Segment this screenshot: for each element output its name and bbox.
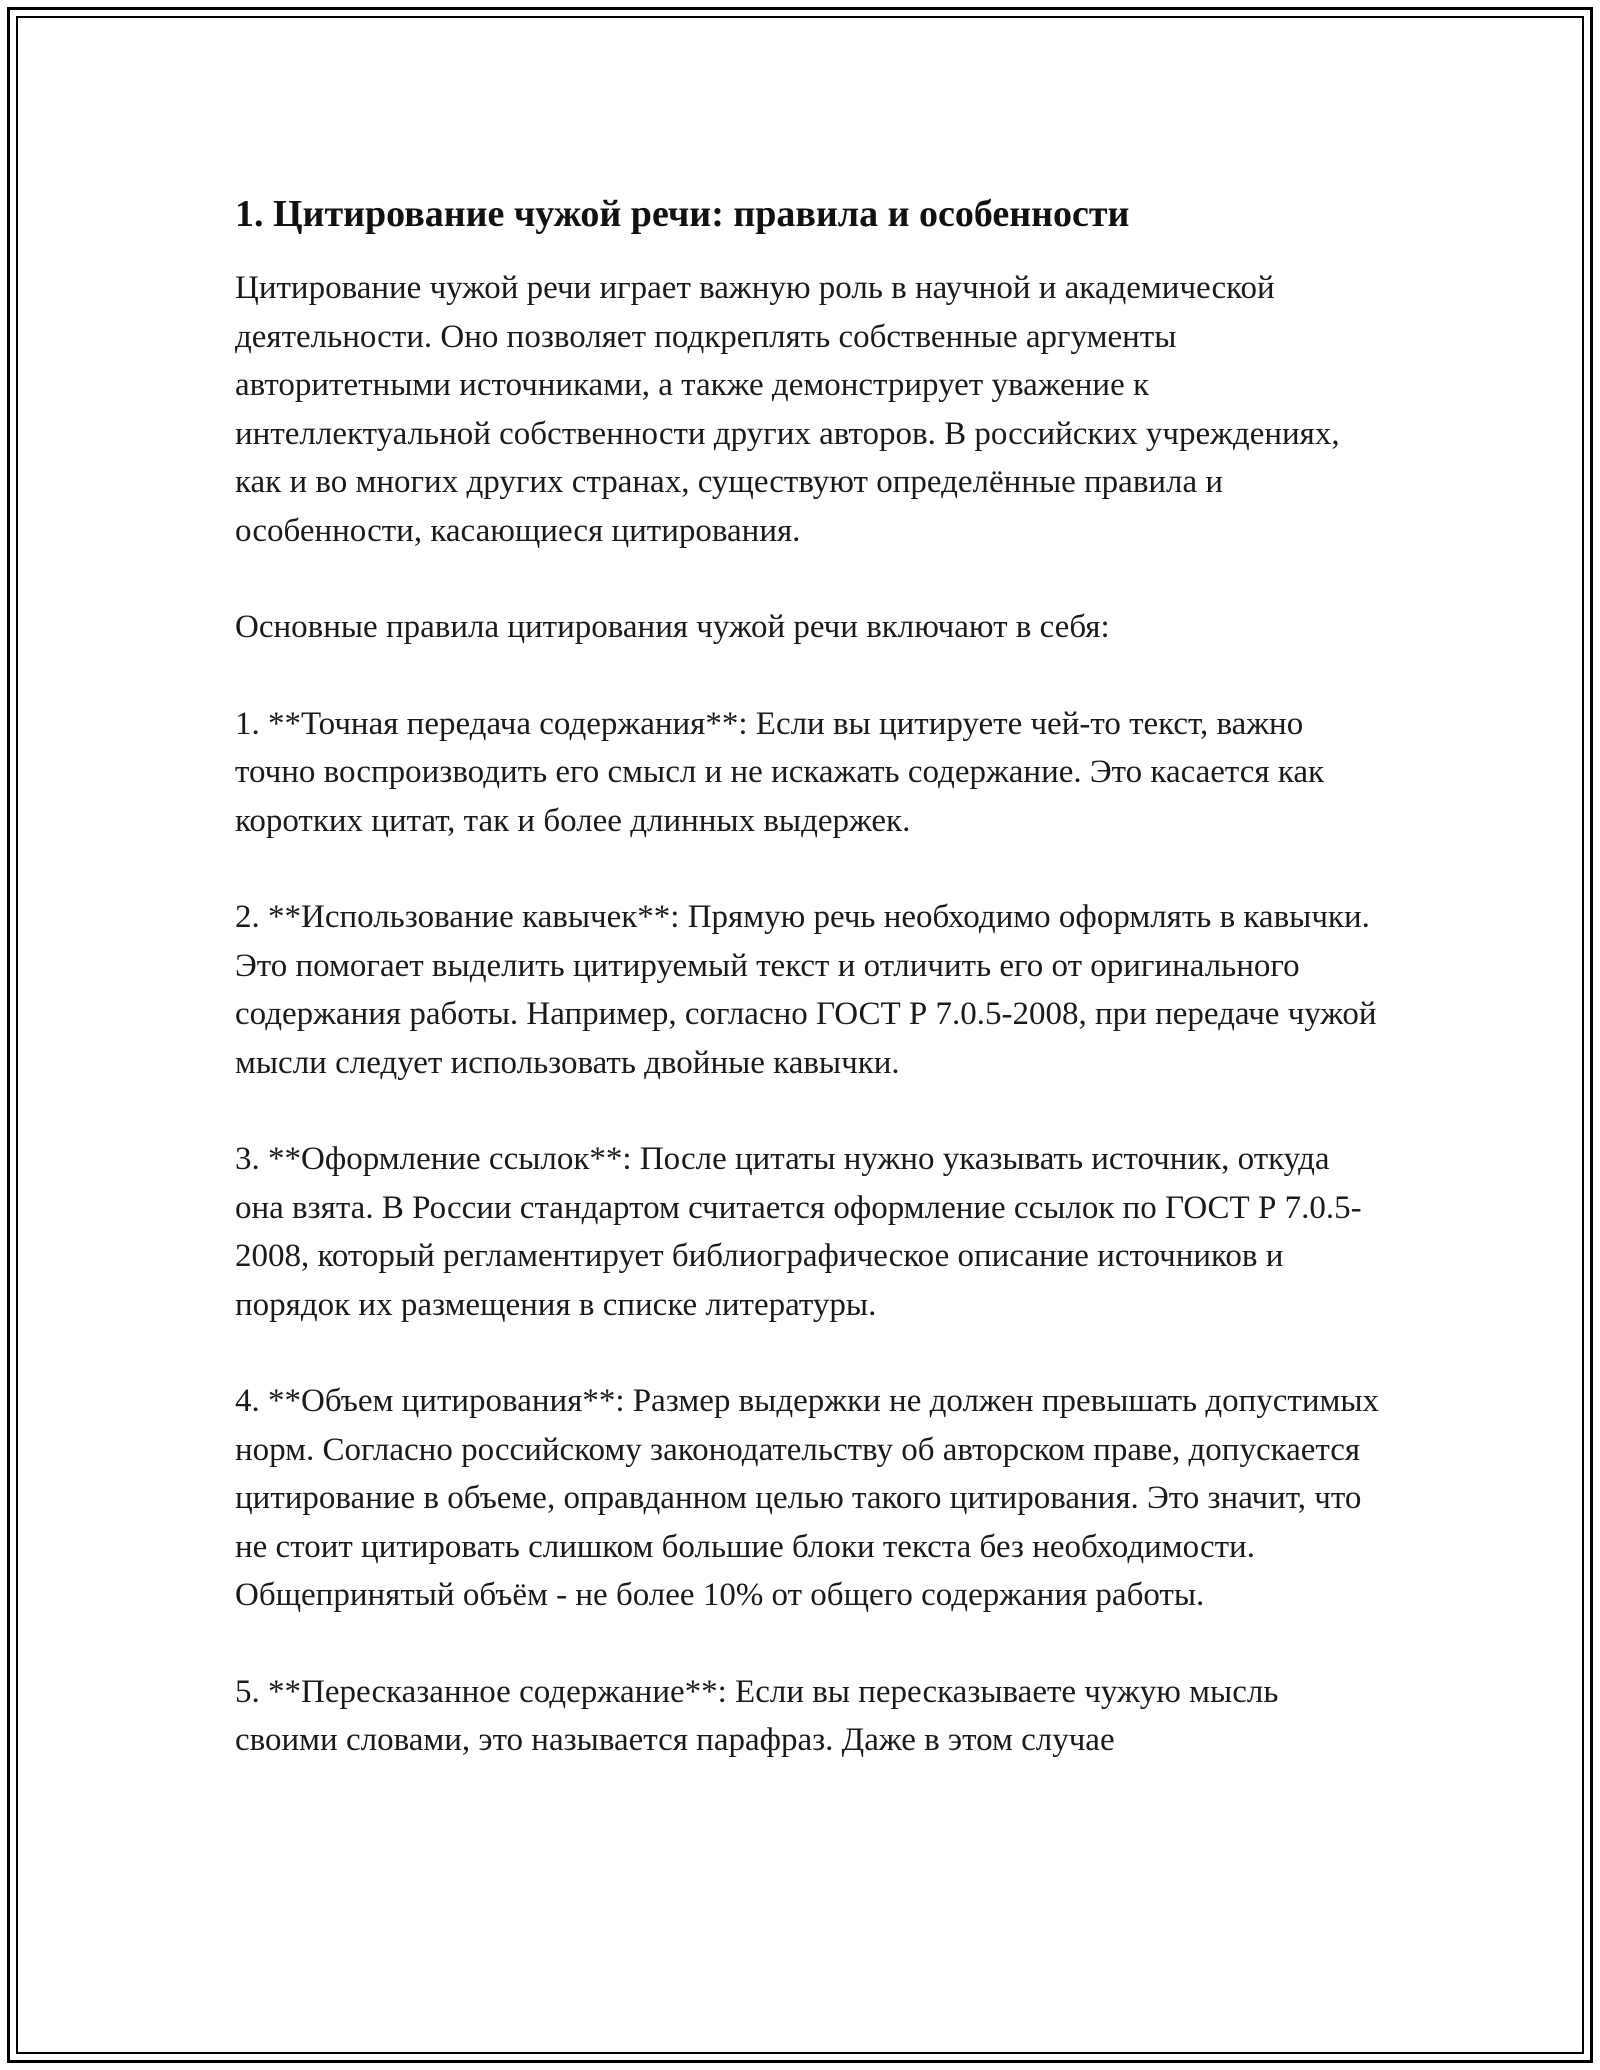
rule-item-3: 3. **Оформление ссылок**: После цитаты нужно указывать источник, откуда она взята. В России стандартом считается оформление ссылок по ГОСТ Р 7.0.5-2008, который регламентирует библиографическое описание источников и порядок их размещения в списке литературы.: [235, 1141, 1362, 1323]
document-body: [235, 188, 1380, 1813]
rules-lead-paragraph: Основные правила цитирования чужой речи включают в себя:: [235, 609, 1110, 645]
rule-item-2: 2. **Использование кавычек**: Прямую речь необходимо оформлять в кавычки. Это помогает выделить цитируемый текст и отличить его от оригинального содержания работы. Например, согласно ГОСТ Р 7.0.5-2008, при передаче чужой мысли следует использовать двойные кавычки.: [235, 899, 1377, 1081]
rule-item-5: 5. **Пересказанное содержание**: Если вы пересказываете чужую мысль своими словами, это называется парафраз. Даже в этом случае: [235, 1673, 1279, 1758]
rule-item-4: 4. **Объем цитирования**: Размер выдержки не должен превышать допустимых норм. Согласно российскому законодательству об авторском праве, допускается цитирование в объеме, оправданном целью такого цитирования. Это значит, что не стоит цитировать слишком большие блоки текста без необходимости. Общепринятый объём - не более 10% от общего содержания работы.: [235, 1383, 1380, 1613]
intro-paragraph: Цитирование чужой речи играет важную роль в научной и академической деятельности. Оно позволяет подкреплять собственные аргументы авторитетными источниками, а также демонстрирует уважение к интеллектуальной собственности других авторов. В российских учреждениях, как и во многих других странах, существуют определённые правила и особенности, касающиеся цитирования.: [235, 270, 1340, 549]
section-heading: 1. Цитирование чужой речи: правила и особенности: [235, 193, 1130, 235]
rule-item-1: 1. **Точная передача содержания**: Если вы цитируете чей-то текст, важно точно воспроизводить его смысл и не искажать содержание. Это касается как коротких цитат, так и более длинных выдержек.: [235, 705, 1325, 839]
